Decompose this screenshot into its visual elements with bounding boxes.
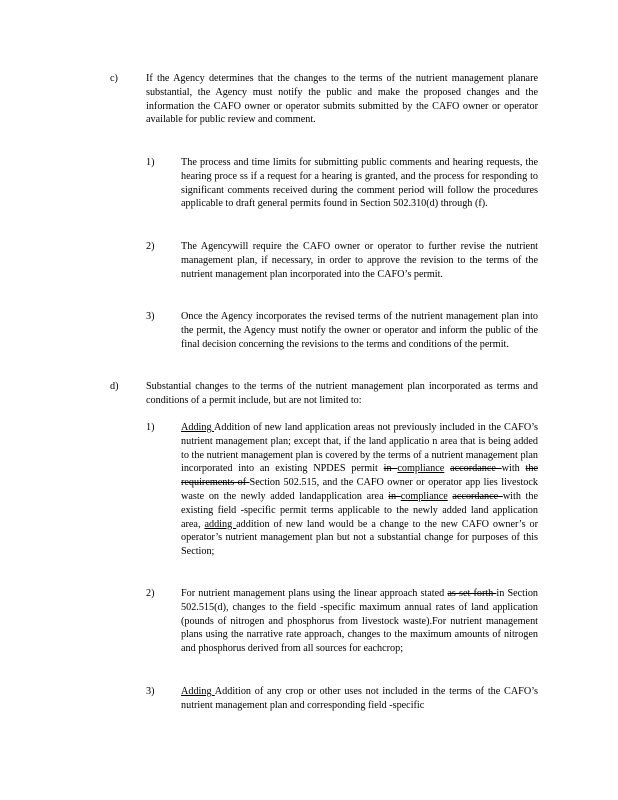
item-label: 3) <box>146 686 155 697</box>
item-text <box>181 421 538 559</box>
section-d-label: d) <box>110 381 119 392</box>
item-text: The Agencywill require the CAFO owner or operator to further revise the nutrient management plan, if necessary, in order to approve the revision to the terms of the nutrient management plan incorporated into the CAFO’s permit. <box>181 241 538 280</box>
item-label: 1) <box>146 157 155 168</box>
item-label: 1) <box>146 422 155 433</box>
text-run: Addition of any crop or other uses not included in the terms of the CAFO’s nutrient management plan and corresponding field -specific <box>181 686 538 711</box>
section-c-label: c) <box>110 73 118 84</box>
deleted-text: in <box>388 490 401 502</box>
inserted-text: adding <box>204 518 237 530</box>
deleted-text: the requirements of <box>181 463 538 489</box>
inserted-text: compliance <box>400 490 448 502</box>
text-run: Section 502.515, and the CAFO owner or operator app lies livestock waste on the newly added landapplication area <box>181 477 538 502</box>
inserted-text: Adding <box>181 686 215 697</box>
item-text: Once the Agency incorporates the revised terms of the nutrient management plan into the permit, the Agency must notify the owner or operator and inform the public of the final decision concerning the revisions to the terms and conditions of the permit. <box>181 311 538 350</box>
text-run: Addition of new land application areas not previously included in the CAFO’s nutrient management plan; except that, if the land applicatio n area that is being added to the nutrient management plan is covered by the terms of a nutrient management plan incorporated into an existing NPDES permit <box>181 422 538 475</box>
item-text: The process and time limits for submitting public comments and hearing requests, the hearing proce ss if a request for a hearing is granted, and the process for responding to significant comments received during the comment period will follow the procedures applicable to draft general permits found in Section 502.310(d) through (f). <box>181 157 538 210</box>
item-text <box>181 587 538 656</box>
text-run: with <box>501 463 526 475</box>
section-c-text: If the Agency determines that the changes to the terms of the nutrient management planare substantial, the Agency must notify the public and make the proposed changes and the information the CAFO owner or operator submits submitted by the CAFO owner or operator available for public review and comment. <box>146 73 538 126</box>
item-label: 3) <box>146 311 155 322</box>
text-run: addition of new land would be a change to the new CAFO owner’s or operator’s nutrient management plan but not a substantial change for purposes of this Section; <box>181 518 538 558</box>
item-label: 2) <box>146 241 155 252</box>
inserted-text: Adding <box>181 422 215 433</box>
deleted-text: in <box>383 463 398 475</box>
section-d-text: Substantial changes to the terms of the nutrient management plan incorporated as terms and conditions of a permit include, but are not limited to: <box>146 381 538 406</box>
text-run: For nutrient management plans using the linear approach stated <box>181 588 448 599</box>
deleted-text: accordance <box>450 463 502 475</box>
deleted-text: as set forth <box>447 588 497 599</box>
inserted-text: compliance <box>397 463 445 475</box>
text-run: with the existing field -specific permit terms applicable to the newly added land application area, <box>181 490 538 530</box>
item-label: 2) <box>146 588 155 599</box>
deleted-text: accordance <box>452 490 503 502</box>
item-text <box>181 685 538 713</box>
text-run: in Section 502.515(d), changes to the field -specific maximum annual rates of land application (pounds of nitrogen and phosphorus from livestock waste).For nutrient management plans using the narrative rate approach, changes to the maximum amounts of nitrogen and phosphorus derived from all sources for eachcrop; <box>181 588 539 655</box>
